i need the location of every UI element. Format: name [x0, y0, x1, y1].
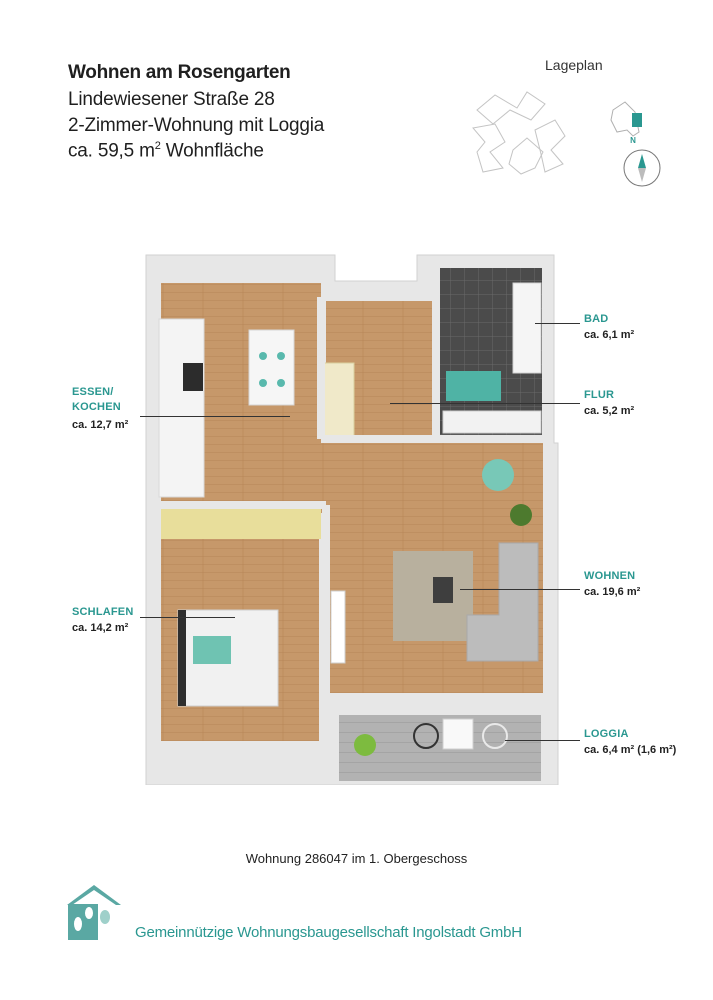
- leader-wohnen: [460, 589, 580, 590]
- compass-icon: [622, 148, 662, 188]
- bed-pillow: [193, 636, 231, 664]
- coffee-table: [433, 577, 453, 603]
- loggia-plant: [354, 734, 376, 756]
- plant: [510, 504, 532, 526]
- room-area-loggia: ca. 6,4 m² (1,6 m²): [584, 744, 677, 756]
- unit-info: Wohnung 286047 im 1. Obergeschoss: [245, 851, 468, 866]
- room-area-flur: ca. 5,2 m²: [584, 405, 635, 417]
- company-name: Gemeinnützige Wohnungsbaugesellschaft Ingolstadt GmbH: [135, 924, 522, 941]
- room-area-bad: ca. 6,1 m²: [584, 329, 635, 341]
- living-area-suffix: Wohnfläche: [160, 140, 264, 162]
- tv-board: [331, 591, 345, 663]
- leader-bad: [535, 323, 580, 324]
- floor-plan: [143, 253, 561, 785]
- room-label-loggia: LOGGIA: [584, 728, 629, 740]
- room-label-bad: BAD: [584, 313, 609, 325]
- leader-essen: [140, 416, 290, 417]
- leader-schlafen: [140, 617, 235, 618]
- room-area-essen: ca. 12,7 m²: [72, 419, 129, 431]
- room-label-essen-2: KOCHEN: [72, 401, 121, 413]
- loggia-table: [443, 719, 473, 749]
- project-title: Wohnen am Rosengarten: [68, 62, 291, 83]
- wardrobe: [161, 509, 321, 539]
- room-area-wohnen: ca. 19,6 m²: [584, 586, 641, 598]
- room-label-essen-1: ESSEN/: [72, 386, 114, 398]
- company-logo-icon: [66, 883, 122, 940]
- siteplan-label: Lageplan: [545, 57, 603, 73]
- kitchen-counter: [159, 319, 204, 497]
- room-area-schlafen: ca. 14,2 m²: [72, 622, 129, 634]
- pouf: [482, 459, 514, 491]
- siteplan-highlight: [632, 113, 642, 127]
- hall-cabinet: [324, 363, 354, 438]
- kitchen-hob: [183, 363, 203, 391]
- bath-tub: [443, 411, 541, 433]
- living-area-prefix: ca. 59,5 m: [68, 140, 155, 162]
- room-label-wohnen: WOHNEN: [584, 570, 636, 582]
- room-label-flur: FLUR: [584, 389, 615, 401]
- room-label-schlafen: SCHLAFEN: [72, 606, 134, 618]
- bath-mat: [446, 371, 501, 401]
- leader-loggia: [505, 740, 580, 741]
- dining-table: [249, 330, 294, 405]
- leader-flur: [390, 403, 580, 404]
- street-address: Lindewiesener Straße 28: [68, 89, 275, 110]
- compass-letter: N: [630, 136, 636, 145]
- apartment-type: 2-Zimmer-Wohnung mit Loggia: [68, 115, 325, 136]
- living-area-sup: 2: [154, 140, 161, 152]
- living-area: [68, 140, 264, 162]
- bath-vanity: [513, 283, 541, 373]
